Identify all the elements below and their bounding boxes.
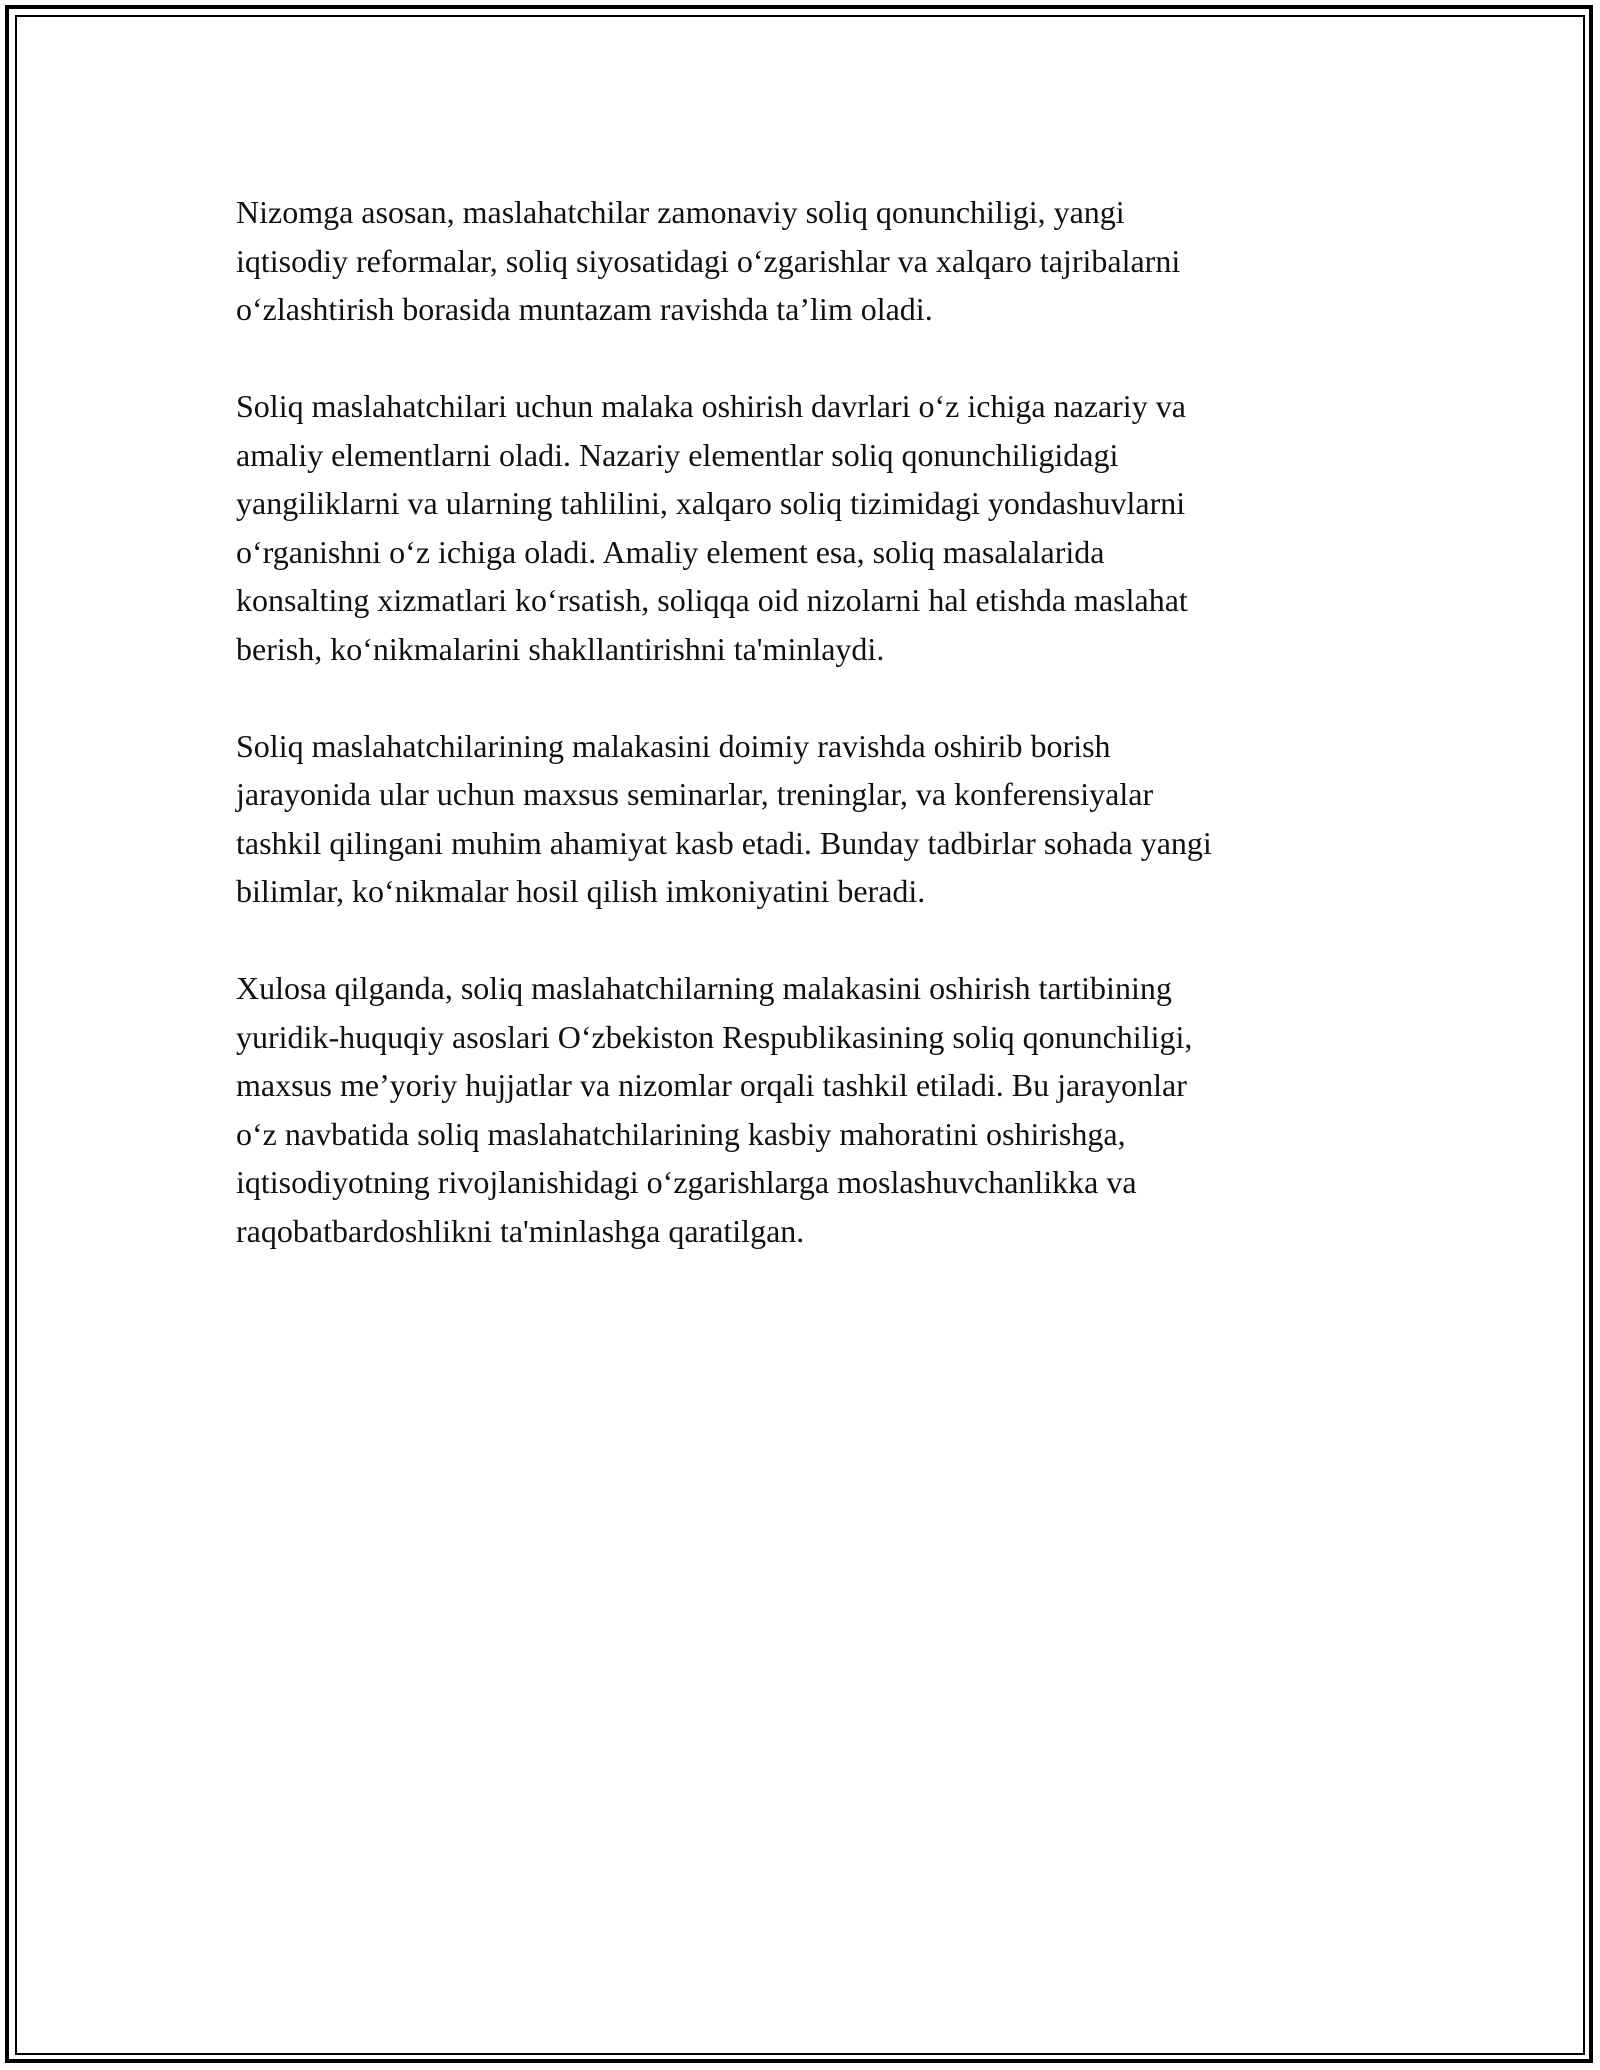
paragraph-2: Soliq maslahatchilari uchun malaka oshirish davrlari o‘z ichiga nazariy va amaliy elementlarni oladi. Nazariy elementlar soliq qonunchiligidagi yangiliklarni va ularning tahlilini, xalqaro soliq tizimidagi yondashuvlarni o‘rganishni o‘z ichiga oladi. Amaliy element esa, soliq masalalarida konsalting xizmatlari ko‘rsatish, soliqqa oid nizolarni hal etishda maslahat berish, ko‘nikmalarini shakllantirishni ta'minlaydi. bbox=[236, 388, 1188, 667]
paragraph-3: Soliq maslahatchilarining malakasini doimiy ravishda oshirib borish jarayonida ular uchun maxsus seminarlar, treninglar, va konferensiyalar tashkil qilingani muhim ahamiyat kasb etadi. Bunday tadbirlar sohada yangi bilimlar, ko‘nikmalar hosil qilish imkoniyatini beradi. bbox=[236, 727, 1212, 909]
paragraph-1: Nizomga asosan, maslahatchilar zamonaviy soliq qonunchiligi, yangi iqtisodiy reformalar, soliq siyosatidagi o‘zgarishlar va xalqaro tajribalarni o‘zlashtirish borasida muntazam ravishda ta’lim oladi. bbox=[236, 194, 1181, 327]
document-body bbox=[236, 188, 1366, 1304]
paragraph-4: Xulosa qilganda, soliq maslahatchilarning malakasini oshirish tartibining yuridik-huquqiy asoslari O‘zbekiston Respublikasining soliq qonunchiligi, maxsus me’yoriy hujjatlar va nizomlar orqali tashkil etiladi. Bu jarayonlar o‘z navbatida soliq maslahatchilarining kasbiy mahoratini oshirishga, iqtisodiyotning rivojlanishidagi o‘zgarishlarga moslashuvchanlikka va raqobatbardoshlikni ta'minlashga qaratilgan. bbox=[236, 970, 1193, 1249]
